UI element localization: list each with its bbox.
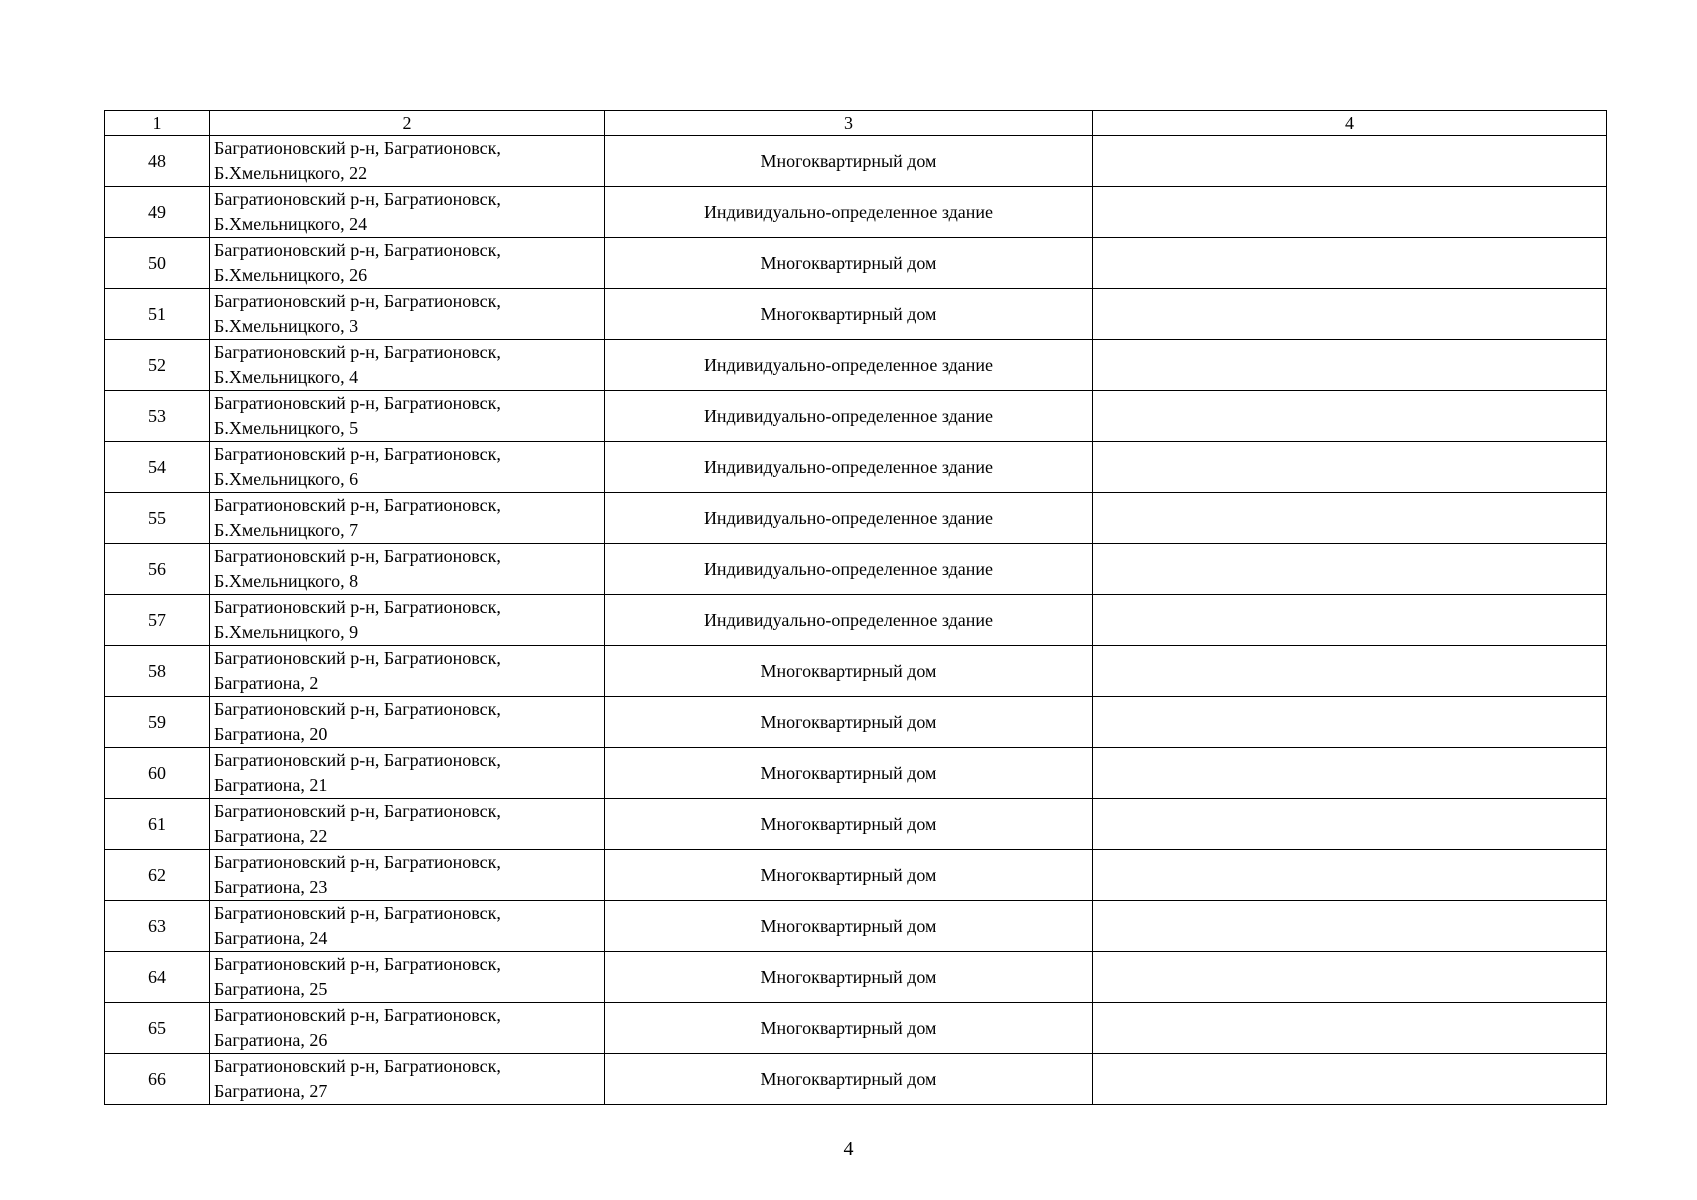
table-row bbox=[105, 901, 1607, 952]
address-cell bbox=[210, 850, 605, 901]
column-4-cell bbox=[1093, 748, 1607, 799]
address-line-1: Багратионовский р-н, Багратионовск, bbox=[214, 189, 501, 209]
address-cell bbox=[210, 1003, 605, 1054]
table-row bbox=[105, 493, 1607, 544]
address-line-2: Б.Хмельницкого, 26 bbox=[214, 265, 368, 285]
column-4-cell bbox=[1093, 595, 1607, 646]
address-cell bbox=[210, 952, 605, 1003]
address-line-2: Б.Хмельницкого, 4 bbox=[214, 367, 359, 387]
row-number-cell: 63 bbox=[105, 901, 210, 952]
address-line-1: Багратионовский р-н, Багратионовск, bbox=[214, 495, 501, 515]
building-type-cell: Многоквартирный дом bbox=[605, 901, 1093, 952]
address-line-2: Б.Хмельницкого, 7 bbox=[214, 520, 359, 540]
address-line-1: Багратионовский р-н, Багратионовск, bbox=[214, 852, 501, 872]
table-row bbox=[105, 646, 1607, 697]
address-line-2: Багратиона, 24 bbox=[214, 928, 328, 948]
row-number-cell: 59 bbox=[105, 697, 210, 748]
table-row bbox=[105, 697, 1607, 748]
building-type-cell: Индивидуально-определенное здание bbox=[605, 595, 1093, 646]
address-cell bbox=[210, 544, 605, 595]
address-line-1: Багратионовский р-н, Багратионовск, bbox=[214, 801, 501, 821]
address-line-1: Багратионовский р-н, Багратионовск, bbox=[214, 699, 501, 719]
address-cell bbox=[210, 442, 605, 493]
table-row bbox=[105, 136, 1607, 187]
building-type-cell: Многоквартирный дом bbox=[605, 289, 1093, 340]
building-type-cell: Многоквартирный дом bbox=[605, 1054, 1093, 1105]
address-line-1: Багратионовский р-н, Багратионовск, bbox=[214, 1056, 501, 1076]
address-line-1: Багратионовский р-н, Багратионовск, bbox=[214, 240, 501, 260]
address-line-1: Багратионовский р-н, Багратионовск, bbox=[214, 393, 501, 413]
address-line-2: Багратиона, 22 bbox=[214, 826, 328, 846]
address-cell bbox=[210, 187, 605, 238]
address-line-2: Б.Хмельницкого, 8 bbox=[214, 571, 359, 591]
table-row bbox=[105, 1003, 1607, 1054]
column-4-cell bbox=[1093, 391, 1607, 442]
row-number-cell: 60 bbox=[105, 748, 210, 799]
building-type-cell: Индивидуально-определенное здание bbox=[605, 187, 1093, 238]
column-4-cell bbox=[1093, 187, 1607, 238]
column-4-cell bbox=[1093, 544, 1607, 595]
address-line-2: Б.Хмельницкого, 24 bbox=[214, 214, 368, 234]
table-header-row bbox=[105, 111, 1607, 136]
address-line-1: Багратионовский р-н, Багратионовск, bbox=[214, 750, 501, 770]
page-number: 4 bbox=[843, 1138, 854, 1160]
table-row bbox=[105, 595, 1607, 646]
table-row bbox=[105, 1054, 1607, 1105]
table-row bbox=[105, 187, 1607, 238]
row-number-cell: 62 bbox=[105, 850, 210, 901]
address-line-1: Багратионовский р-н, Багратионовск, bbox=[214, 138, 501, 158]
address-cell bbox=[210, 595, 605, 646]
address-line-1: Багратионовский р-н, Багратионовск, bbox=[214, 546, 501, 566]
building-type-cell: Многоквартирный дом bbox=[605, 799, 1093, 850]
table-body bbox=[105, 111, 1607, 1105]
column-4-cell bbox=[1093, 289, 1607, 340]
address-line-2: Багратиона, 2 bbox=[214, 673, 319, 693]
address-line-2: Б.Хмельницкого, 3 bbox=[214, 316, 359, 336]
row-number-cell: 57 bbox=[105, 595, 210, 646]
table-row bbox=[105, 544, 1607, 595]
address-line-1: Багратионовский р-н, Багратионовск, bbox=[214, 903, 501, 923]
row-number-cell: 50 bbox=[105, 238, 210, 289]
building-type-cell: Многоквартирный дом bbox=[605, 238, 1093, 289]
address-line-2: Багратиона, 26 bbox=[214, 1030, 328, 1050]
building-type-cell: Индивидуально-определенное здание bbox=[605, 391, 1093, 442]
row-number-cell: 56 bbox=[105, 544, 210, 595]
table-row bbox=[105, 238, 1607, 289]
row-number-cell: 54 bbox=[105, 442, 210, 493]
row-number-cell: 64 bbox=[105, 952, 210, 1003]
building-type-cell: Многоквартирный дом bbox=[605, 136, 1093, 187]
row-number-cell: 65 bbox=[105, 1003, 210, 1054]
address-line-2: Б.Хмельницкого, 6 bbox=[214, 469, 359, 489]
building-type-cell: Многоквартирный дом bbox=[605, 748, 1093, 799]
address-cell bbox=[210, 289, 605, 340]
address-cell bbox=[210, 493, 605, 544]
row-number-cell: 55 bbox=[105, 493, 210, 544]
building-type-cell: Многоквартирный дом bbox=[605, 646, 1093, 697]
address-line-2: Б.Хмельницкого, 22 bbox=[214, 163, 368, 183]
address-line-2: Багратиона, 20 bbox=[214, 724, 328, 744]
column-4-cell bbox=[1093, 136, 1607, 187]
address-cell bbox=[210, 391, 605, 442]
table-row bbox=[105, 289, 1607, 340]
row-number-cell: 53 bbox=[105, 391, 210, 442]
building-type-cell: Индивидуально-определенное здание bbox=[605, 442, 1093, 493]
row-number-cell: 51 bbox=[105, 289, 210, 340]
address-line-1: Багратионовский р-н, Багратионовск, bbox=[214, 291, 501, 311]
address-cell bbox=[210, 697, 605, 748]
address-cell bbox=[210, 901, 605, 952]
row-number-cell: 49 bbox=[105, 187, 210, 238]
address-cell bbox=[210, 1054, 605, 1105]
building-type-cell: Индивидуально-определенное здание bbox=[605, 544, 1093, 595]
row-number-cell: 58 bbox=[105, 646, 210, 697]
address-cell bbox=[210, 748, 605, 799]
row-number-cell: 66 bbox=[105, 1054, 210, 1105]
address-cell bbox=[210, 799, 605, 850]
table-row bbox=[105, 391, 1607, 442]
address-line-2: Багратиона, 27 bbox=[214, 1081, 328, 1101]
column-4-cell bbox=[1093, 1003, 1607, 1054]
address-line-1: Багратионовский р-н, Багратионовск, bbox=[214, 648, 501, 668]
row-number-cell: 61 bbox=[105, 799, 210, 850]
table-row bbox=[105, 340, 1607, 391]
column-4-cell bbox=[1093, 646, 1607, 697]
address-line-1: Багратионовский р-н, Багратионовск, bbox=[214, 954, 501, 974]
building-type-cell: Индивидуально-определенное здание bbox=[605, 340, 1093, 391]
building-type-cell: Многоквартирный дом bbox=[605, 697, 1093, 748]
header-cell-2: 2 bbox=[210, 111, 605, 136]
building-type-cell: Многоквартирный дом bbox=[605, 850, 1093, 901]
table-row bbox=[105, 799, 1607, 850]
address-cell bbox=[210, 340, 605, 391]
header-cell-3: 3 bbox=[605, 111, 1093, 136]
header-cell-4: 4 bbox=[1093, 111, 1607, 136]
address-cell bbox=[210, 646, 605, 697]
address-line-1: Багратионовский р-н, Багратионовск, bbox=[214, 444, 501, 464]
row-number-cell: 48 bbox=[105, 136, 210, 187]
column-4-cell bbox=[1093, 901, 1607, 952]
address-line-2: Багратиона, 21 bbox=[214, 775, 328, 795]
building-type-cell: Многоквартирный дом bbox=[605, 952, 1093, 1003]
address-line-1: Багратионовский р-н, Багратионовск, bbox=[214, 1005, 501, 1025]
buildings-table bbox=[104, 110, 1607, 1105]
row-number-cell: 52 bbox=[105, 340, 210, 391]
table-row bbox=[105, 850, 1607, 901]
address-line-2: Б.Хмельницкого, 5 bbox=[214, 418, 359, 438]
address-cell bbox=[210, 136, 605, 187]
table-row bbox=[105, 442, 1607, 493]
column-4-cell bbox=[1093, 340, 1607, 391]
column-4-cell bbox=[1093, 952, 1607, 1003]
column-4-cell bbox=[1093, 1054, 1607, 1105]
address-line-2: Багратиона, 25 bbox=[214, 979, 328, 999]
address-line-2: Багратиона, 23 bbox=[214, 877, 328, 897]
address-line-1: Багратионовский р-н, Багратионовск, bbox=[214, 597, 501, 617]
table-row bbox=[105, 952, 1607, 1003]
building-type-cell: Индивидуально-определенное здание bbox=[605, 493, 1093, 544]
table-row bbox=[105, 748, 1607, 799]
column-4-cell bbox=[1093, 442, 1607, 493]
column-4-cell bbox=[1093, 493, 1607, 544]
address-cell bbox=[210, 238, 605, 289]
column-4-cell bbox=[1093, 799, 1607, 850]
header-cell-1: 1 bbox=[105, 111, 210, 136]
column-4-cell bbox=[1093, 697, 1607, 748]
column-4-cell bbox=[1093, 850, 1607, 901]
building-type-cell: Многоквартирный дом bbox=[605, 1003, 1093, 1054]
column-4-cell bbox=[1093, 238, 1607, 289]
address-line-1: Багратионовский р-н, Багратионовск, bbox=[214, 342, 501, 362]
address-line-2: Б.Хмельницкого, 9 bbox=[214, 622, 359, 642]
